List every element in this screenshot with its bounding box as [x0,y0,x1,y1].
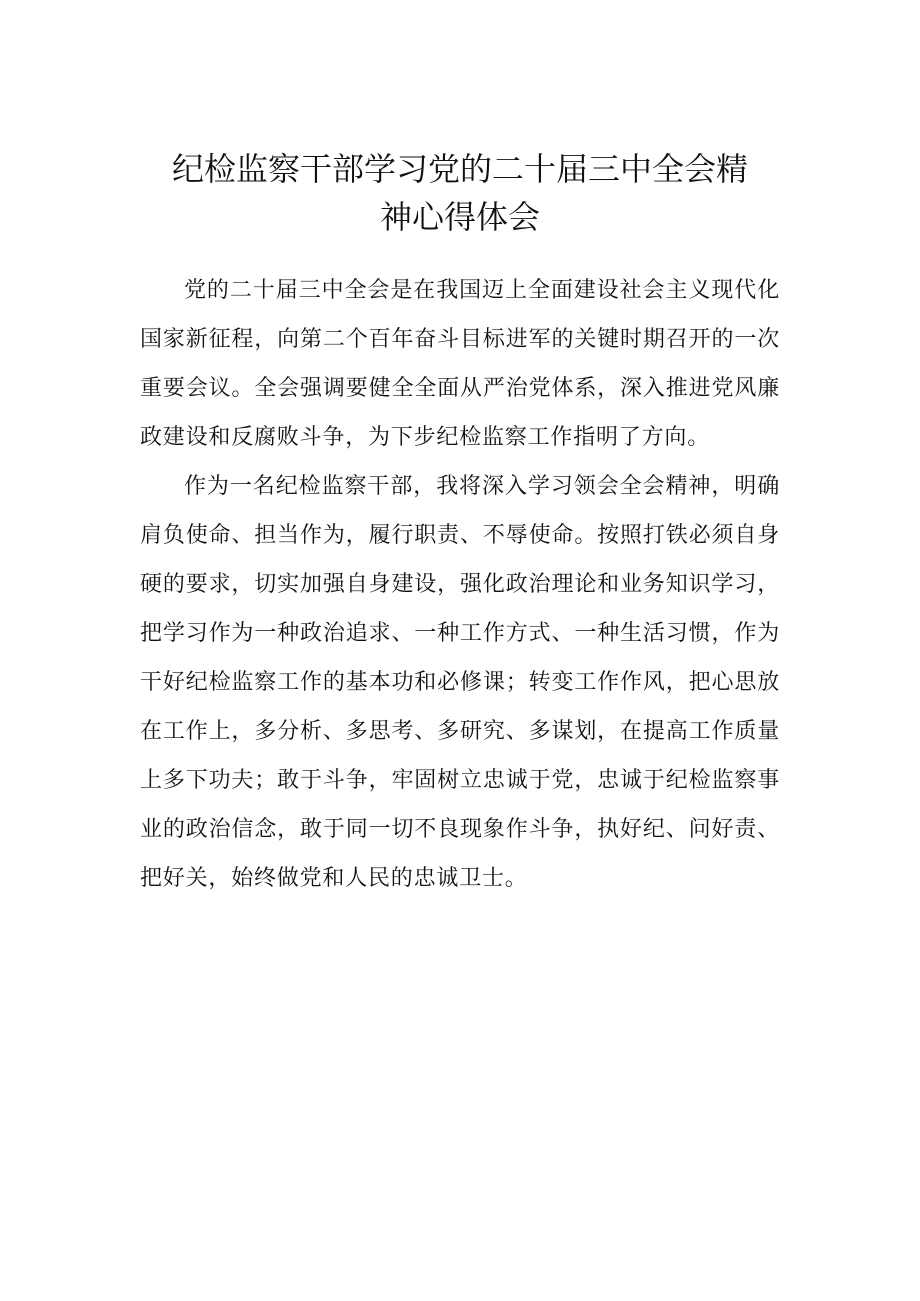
paragraph-1: 党的二十届三中全会是在我国迈上全面建设社会主义现代化国家新征程，向第二个百年奋斗目标进军的关键时期召开的一次重要会议。全会强调要健全全面从严治党体系，深入推进党风廉政建设和反腐败斗争，为下步纪检监察工作指明了方向。 [140,278,780,450]
document-body [140,266,780,903]
title-line-1: 纪检监察干部学习党的二十届三中全会精 [171,150,748,188]
title-line-2: 神心得体会 [379,198,540,236]
document-title [140,145,780,241]
paragraph-2: 作为一名纪检监察干部，我将深入学习领会全会精神，明确肩负使命、担当作为，履行职责、不辱使命。按照打铁必须自身硬的要求，切实加强自身建设，强化政治理论和业务知识学习，把学习作为一种政治追求、一种工作方式、一种生活习惯，作为干好纪检监察工作的基本功和必修课；转变工作作风，把心思放在工作上，多分析、多思考、多研究、多谋划，在提高工作质量上多下功夫；敢于斗争，牢固树立忠诚于党，忠诚于纪检监察事业的政治信念，敢于同一切不良现象作斗争，执好纪、问好责、把好关，始终做党和人民的忠诚卫士。 [140,474,780,891]
